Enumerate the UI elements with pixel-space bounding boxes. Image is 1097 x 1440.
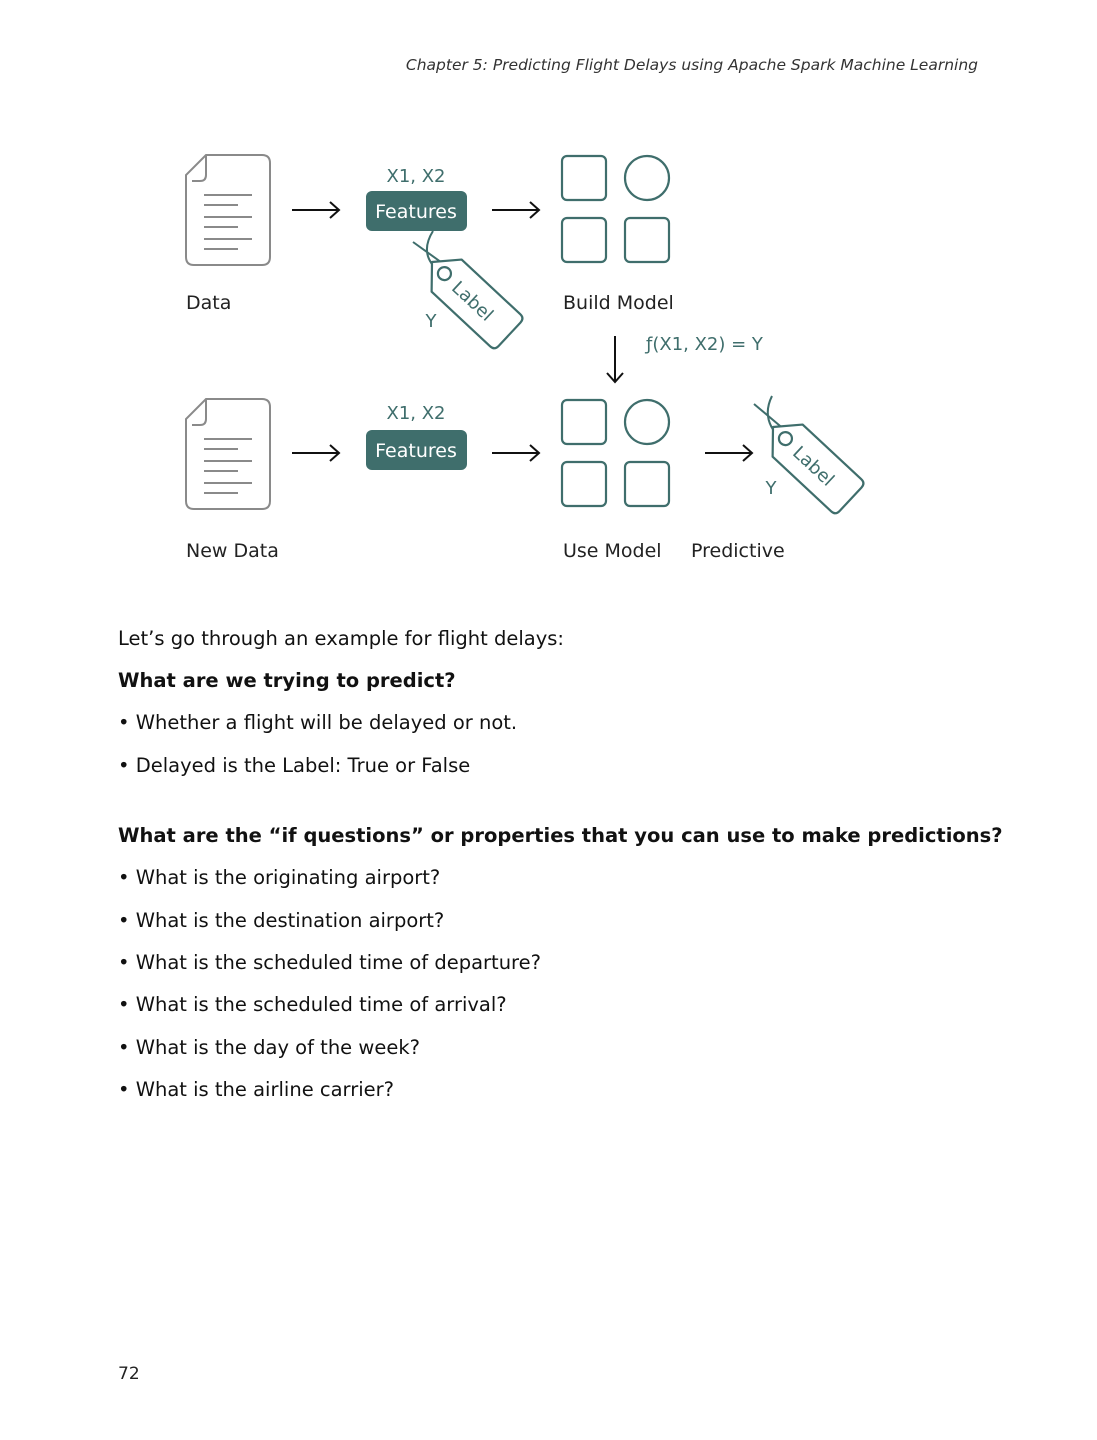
use-model-icon [562,400,669,506]
bullet-text: Delayed is the Label: True or False [135,754,471,777]
arrow-right-icon [492,445,539,461]
bullet-item: • What is the airline carrier? [118,1078,395,1101]
bullet-item: • What is the scheduled time of departure? [118,951,541,974]
svg-text:Label: Label [447,277,498,326]
intro-paragraph: Let’s go through an example for flight delays: [118,627,564,650]
tag-y: Y [765,478,777,499]
question-heading: What are the “if questions” or properties that you can use to make predictions? [118,824,1003,847]
tag-y: Y [425,311,437,332]
running-header: Chapter 5: Predicting Flight Delays using Apache Spark Machine Learning [405,56,978,74]
predictive-label: Predictive [691,540,785,562]
bullet-text: What is the scheduled time of arrival? [135,993,507,1016]
features-text: Features [375,201,457,223]
arrow-right-icon [492,202,539,218]
new-data-document-icon [186,399,270,509]
data-label: Data [186,292,232,314]
bullet-item: • What is the originating airport? [118,866,441,889]
arrow-right-icon [705,445,752,461]
features-inputs: X1, X2 [386,403,446,424]
arrow-right-icon [292,202,339,218]
bullet-text: What is the scheduled time of departure? [135,951,541,974]
arrow-right-icon [292,445,339,461]
features-inputs: X1, X2 [386,166,446,187]
question-heading: What are we trying to predict? [118,669,456,692]
bullet-text: What is the originating airport? [135,866,441,889]
arrow-down-icon [607,336,623,382]
bullet-item: • What is the day of the week? [118,1036,420,1059]
bullet-item: • Whether a flight will be delayed or not. [118,711,518,734]
ml-workflow-diagram [0,0,1097,600]
data-document-icon [186,155,270,265]
use-model-label: Use Model [563,540,662,562]
bullet-text: What is the airline carrier? [135,1078,395,1101]
bullet-item: • What is the scheduled time of arrival? [118,993,507,1016]
features-text: Features [375,440,457,462]
bullet-text: Whether a flight will be delayed or not. [135,711,518,734]
page-number: 72 [118,1364,140,1384]
predicted-label-tag-icon [758,411,866,515]
function-label: ƒ(X1, X2) = Y [646,334,763,355]
bullet-item: • Delayed is the Label: True or False [118,754,471,777]
svg-text:Label: Label [788,442,839,491]
label-tag-icon [417,246,525,350]
bullet-text: What is the day of the week? [135,1036,420,1059]
bullet-item: • What is the destination airport? [118,909,445,932]
new-data-label: New Data [186,540,279,562]
build-model-label: Build Model [563,292,674,314]
bullet-text: What is the destination airport? [135,909,445,932]
build-model-icon [562,156,669,262]
